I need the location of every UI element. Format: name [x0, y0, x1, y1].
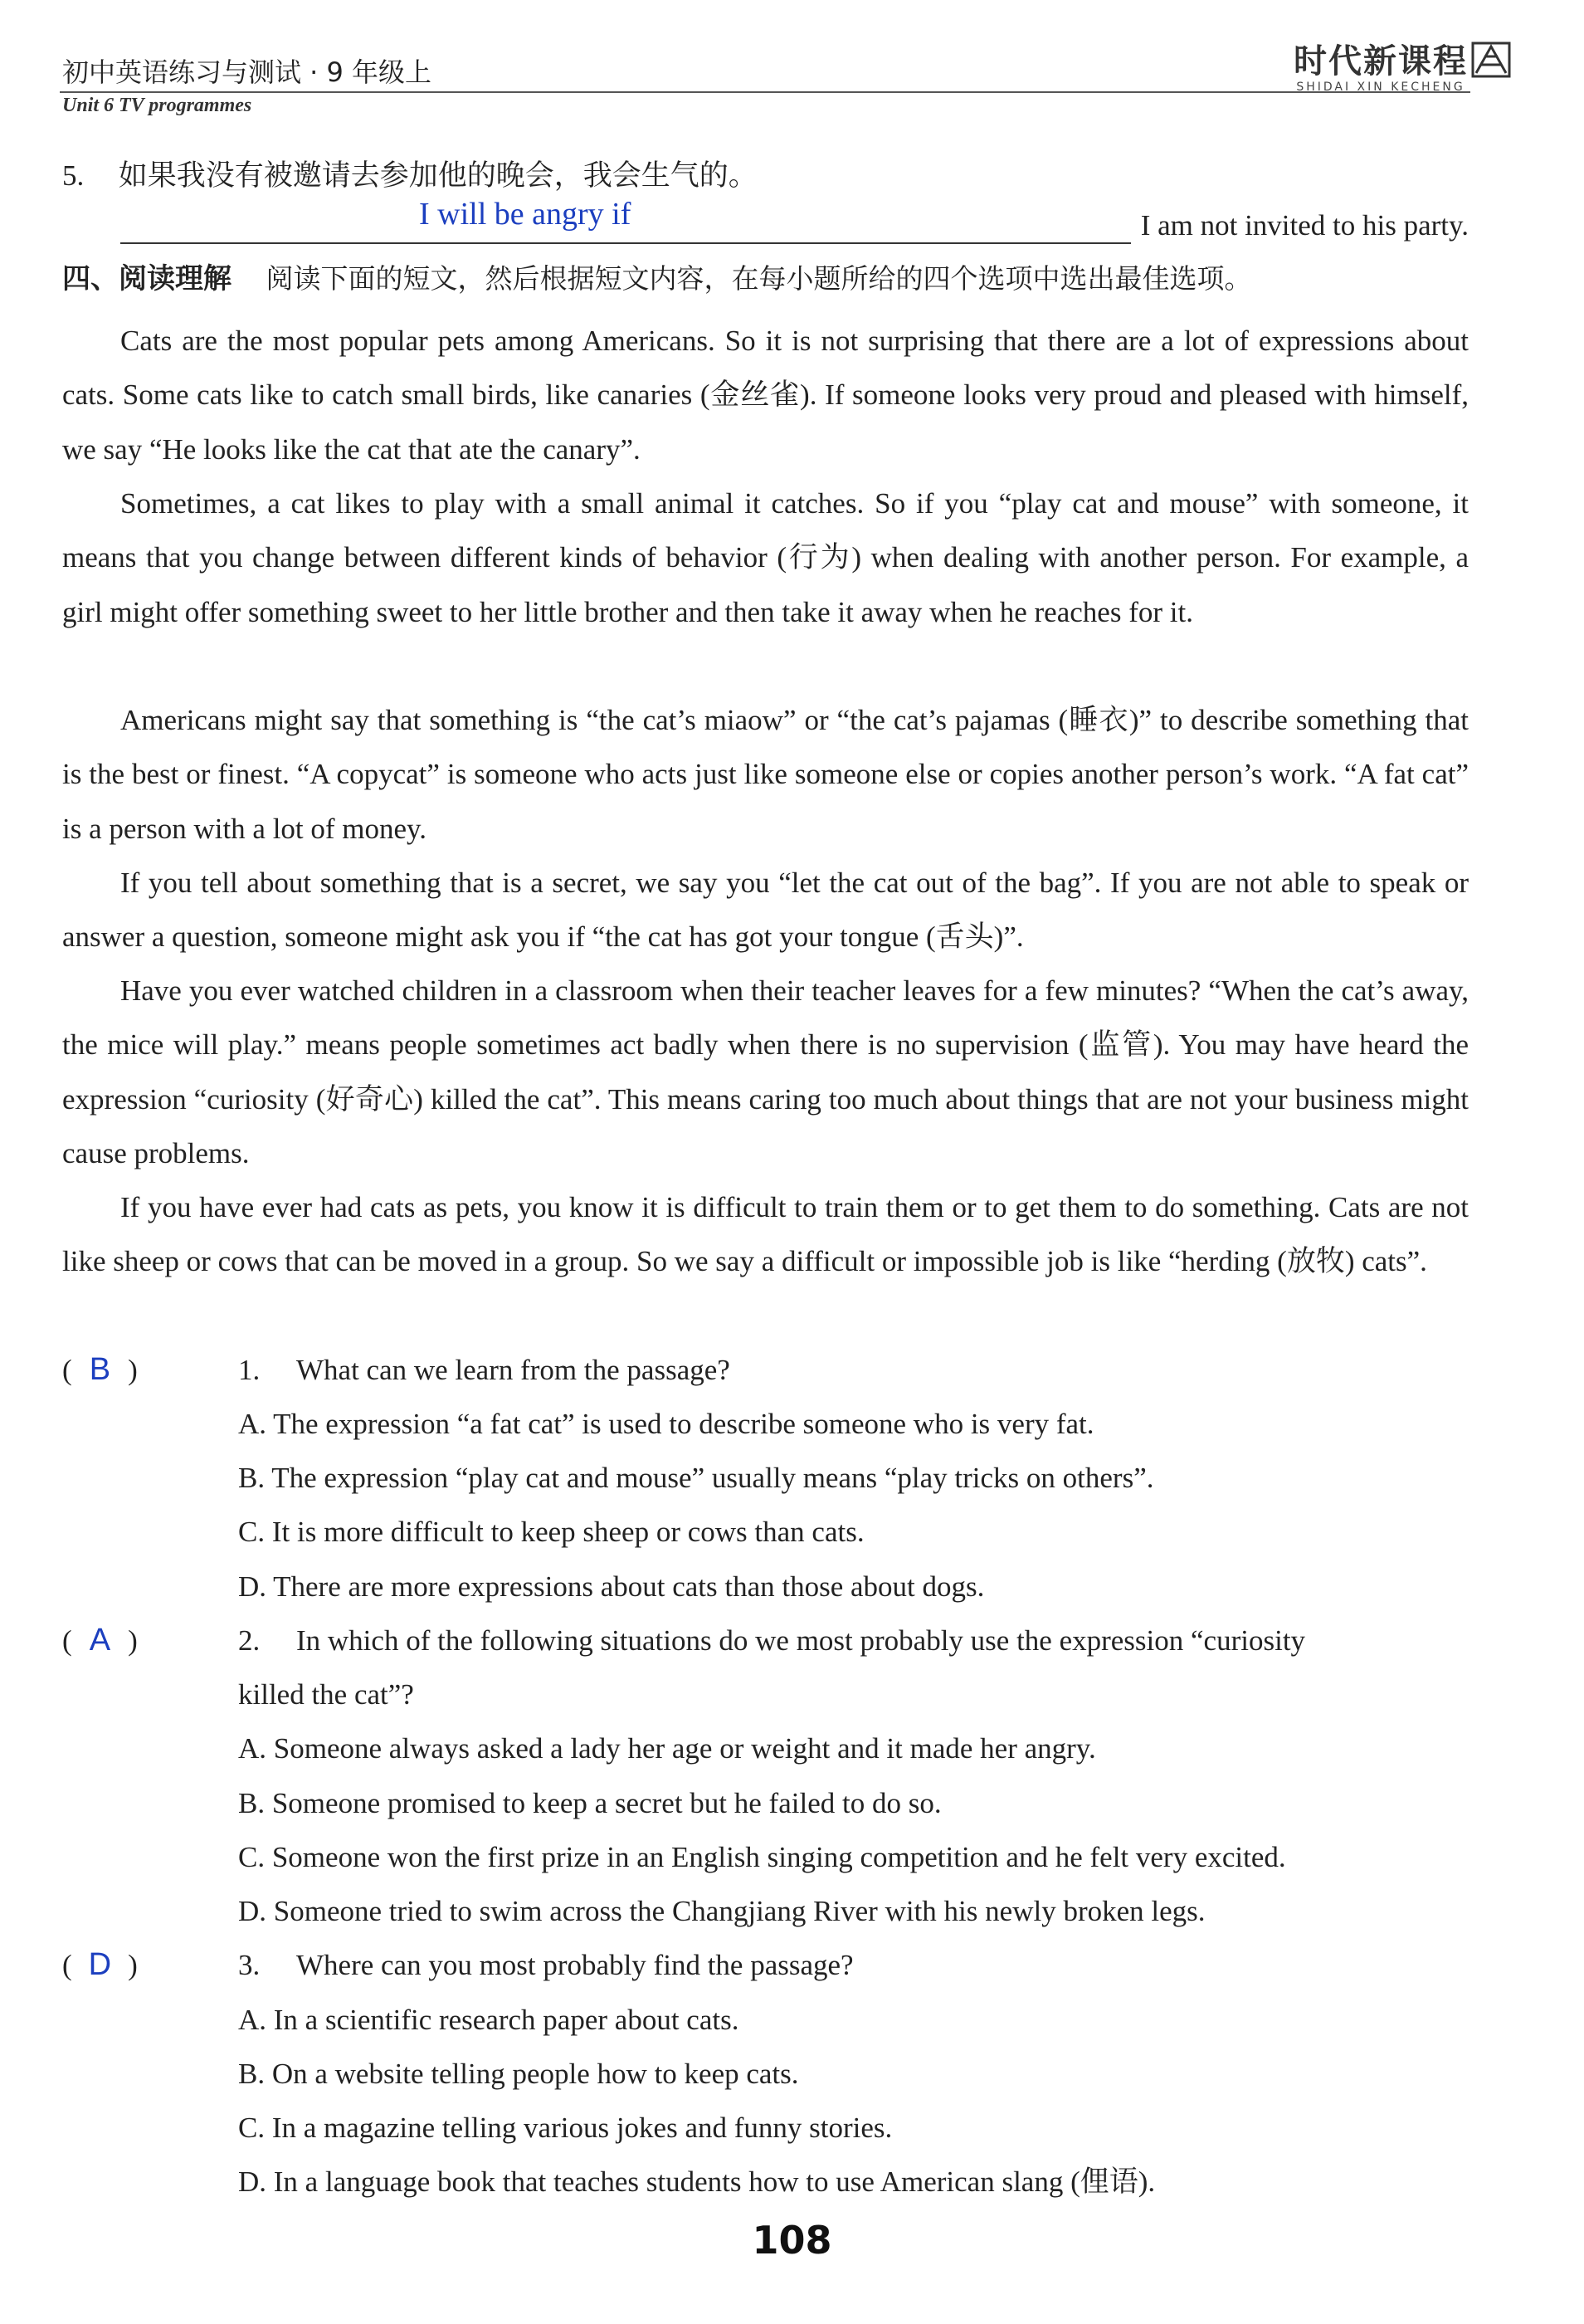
translation-tail: I am not invited to his party.: [1140, 209, 1469, 242]
passage-paragraph: If you have ever had cats as pets, you know it is difficult to train them or to get them to do something. Cats are not like sheep or cows that can be moved in a group. So we say a difficult or impossible job is like “herding (放牧) cats”.: [62, 1191, 1469, 1278]
translation-item: [62, 158, 1469, 194]
passage-paragraph: Cats are the most popular pets among Americans. So it is not surprising that there are a lot of expressions about cats. Some cats like to catch small birds, like canaries (金丝雀). If someone looks very proud and pleased with himself, we say “He looks like the cat that ate the canary”.: [62, 325, 1469, 466]
header-divider: [60, 91, 1470, 93]
option[interactable]: C. Someone won the first prize in an English singing competition and he felt very excited.: [238, 1841, 1286, 1873]
question-2-text: In which of the following situations do we most probably use the expression “curiosity: [296, 1624, 1306, 1657]
question-3-text: Where can you most probably find the passage?: [296, 1949, 854, 1981]
book-title: 初中英语练习与测试 · 9 年级上: [62, 56, 432, 88]
brand-logo-icon: [1471, 40, 1511, 80]
option[interactable]: A. In a scientific research paper about cats.: [238, 2004, 739, 2036]
question-1-text: What can we learn from the passage?: [296, 1354, 730, 1386]
translation-fill-row: [62, 208, 1469, 244]
page-number: 108: [752, 2218, 832, 2263]
option[interactable]: B. Someone promised to keep a secret but he failed to do so.: [238, 1787, 942, 1819]
question-1: ( B ) 1. What can we learn from the passage?: [62, 1343, 1469, 1397]
handwritten-answer: I will be angry if: [419, 197, 631, 232]
passage-paragraph: Americans might say that something is “the cat’s miaow” or “the cat’s pajamas (睡衣)” to describe something that is the best or finest. “A copycat” is someone who acts just like someone else or copies another person’s work. “A fat cat” is a person with a lot of money.: [62, 704, 1469, 845]
option[interactable]: A. The expression “a fat cat” is used to describe someone who is very fat.: [238, 1408, 1094, 1440]
section-title: 四、阅读理解: [62, 262, 232, 295]
translation-number: 5.: [62, 159, 85, 192]
option[interactable]: D. In a language book that teaches students how to use American slang (俚语).: [238, 2165, 1156, 2198]
passage-paragraph: If you tell about something that is a secret, we say you “let the cat out of the bag”. If you are not able to speak or answer a question, someone might ask you if “the cat has got your tongue (舌头)”.: [62, 867, 1469, 954]
option[interactable]: C. It is more difficult to keep sheep or cows than cats.: [238, 1516, 865, 1548]
question-2-text-cont: killed the cat”?: [238, 1678, 414, 1711]
option[interactable]: B. On a website telling people how to keep cats.: [238, 2058, 799, 2090]
brand-block: [1294, 35, 1468, 94]
question-2: ( A ) 2. In which of the following situations do we most probably use the expression “curiosity: [62, 1614, 1469, 1667]
answer-3[interactable]: D: [88, 1947, 112, 1982]
answer-2[interactable]: A: [89, 1623, 111, 1658]
brand-title: 时代新课程: [1294, 42, 1468, 81]
option[interactable]: D. Someone tried to swim across the Changjiang River with his newly broken legs.: [238, 1895, 1206, 1927]
translation-chinese: 如果我没有被邀请去参加他的晚会，我会生气的。: [118, 159, 758, 192]
section-instruction: 阅读下面的短文，然后根据短文内容，在每小题所给的四个选项中选出最佳选项。: [266, 262, 1252, 295]
option[interactable]: D. There are more expressions about cats than those about dogs.: [238, 1570, 985, 1603]
option[interactable]: B. The expression “play cat and mouse” usually means “play tricks on others”.: [238, 1462, 1154, 1494]
brand-pinyin: SHIDAI XIN KECHENG: [1296, 81, 1465, 94]
passage-paragraph: Have you ever watched children in a classroom when their teacher leaves for a few minutes? “When the cat’s away, the mice will play.” means people sometimes act badly when there is no supervision (监管). You may have heard the expression “curiosity (好奇心) killed the cat”. This means caring too much about things that are not your business might cause problems.: [62, 974, 1469, 1169]
section-header: [62, 261, 1469, 297]
question-3: ( D ) 3. Where can you most probably find the passage?: [62, 1938, 1469, 1992]
unit-title: Unit 6 TV programmes: [62, 95, 252, 116]
answer-1[interactable]: B: [89, 1352, 111, 1387]
option[interactable]: C. In a magazine telling various jokes and funny stories.: [238, 2112, 893, 2144]
option[interactable]: A. Someone always asked a lady her age or weight and it made her angry.: [238, 1732, 1096, 1765]
passage-paragraph: Sometimes, a cat likes to play with a small animal it catches. So if you “play cat and mouse” with someone, it means that you change between different kinds of behavior (行为) when dealing with another person. For example, a girl might offer something sweet to her little brother and then take it away when he reaches for it.: [62, 487, 1469, 628]
